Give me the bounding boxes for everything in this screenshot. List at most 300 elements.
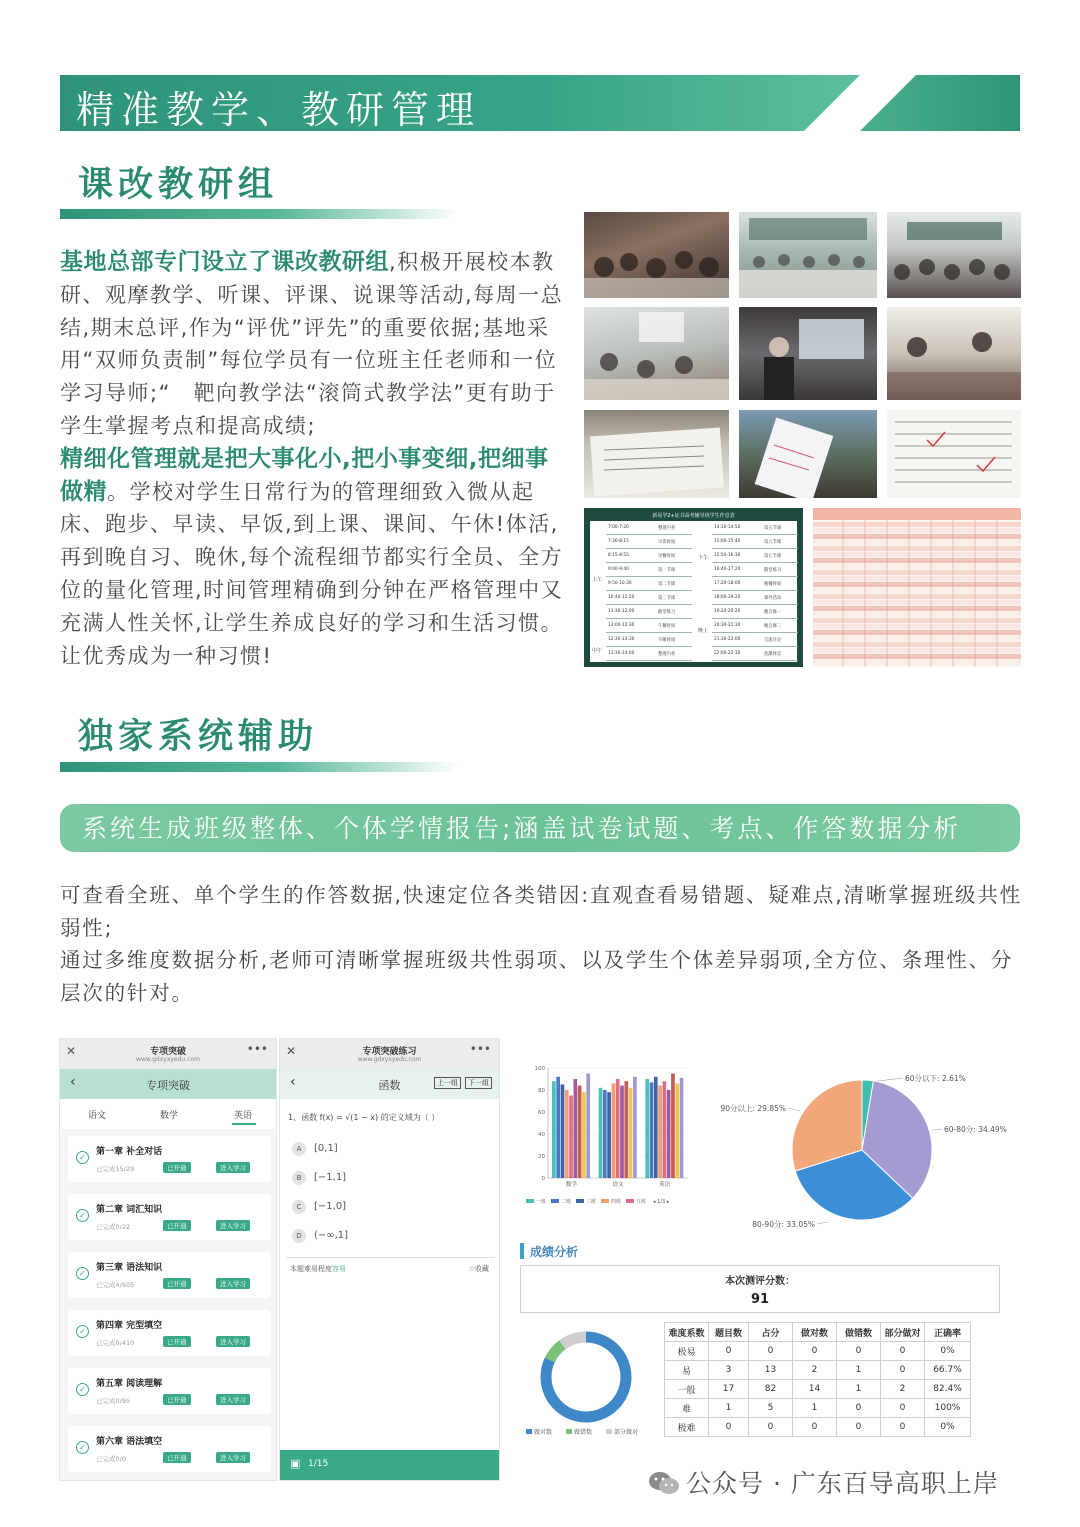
schedule-row-right [712,591,798,605]
schedule-activity: 整理内务 [658,652,676,657]
tab-chinese[interactable]: 语文 [88,1111,107,1121]
chapter-name: 第三章 语法知识 [96,1263,163,1273]
bar [671,1074,675,1179]
legend-label: 四班 [611,1199,622,1205]
bar [578,1086,582,1178]
answer-sheet-icon[interactable]: ▣ [290,1457,301,1470]
chapter-progress: 已完成0/22 [96,1223,131,1231]
sheet-row [813,618,1021,623]
table-header-cell: 正确率 [925,1323,971,1342]
legend-swatch [551,1199,559,1203]
table-cell: 0 [793,1418,837,1437]
option-text: [0,1] [314,1143,338,1154]
classroom-photo-1 [584,212,729,298]
sheet-row [813,522,1021,527]
bar [582,1092,586,1178]
score-label: 本次测评分数： [725,1276,795,1287]
opened-badge: 已开通 [163,1452,191,1463]
table-cell: 0 [709,1418,749,1437]
difficulty-table [664,1322,971,1437]
table-header-cell: 做错数 [837,1323,881,1342]
table-header-cell: 题目数 [709,1323,749,1342]
bar [565,1090,569,1178]
legend-label: 二班 [561,1199,572,1205]
pie-leader [788,1108,800,1111]
legend-swatch [601,1199,609,1203]
opened-badge: 已开通 [163,1336,191,1347]
answer-option[interactable] [292,1200,346,1214]
schedule-time: 20:30-21:30 [714,623,741,628]
schedule-activity: 第三节课 [658,596,676,601]
sheet-row [813,570,1021,575]
table-cell: 0% [925,1418,971,1437]
schedule-activity: 午睡时间 [658,638,676,643]
y-tick-label: 20 [538,1154,545,1160]
schedule-time: 9:50-10:30 [608,581,632,586]
opened-badge: 已开通 [163,1220,191,1231]
opened-badge: 已开通 [163,1162,191,1173]
option-key: D [292,1229,306,1243]
app-site: www.gdxyxyedu.com [136,1056,200,1063]
table-cell: 0 [881,1399,925,1418]
opened-badge: 已开通 [163,1394,191,1405]
legend-swatch [606,1429,612,1434]
schedule-row-right [712,647,798,661]
table-cell: 0 [749,1418,793,1437]
sheet-row [813,594,1021,599]
sheet-row [813,528,1021,533]
bar [561,1085,565,1179]
option-text: (−∞,1] [314,1230,349,1241]
bar [645,1079,649,1178]
enter-study-button[interactable]: 进入学习 [216,1162,250,1173]
table-row [665,1418,971,1437]
table-cell: 2 [793,1361,837,1380]
sheet-row [813,660,1021,665]
bar [569,1096,573,1179]
schedule-time: 17:20-18:00 [714,581,741,586]
sheet-row [813,564,1021,569]
sheet-row [813,558,1021,563]
option-key: B [292,1171,306,1185]
back-icon[interactable]: ‹ [290,1074,296,1090]
bar [603,1090,607,1178]
schedule-activity: 随堂练习 [658,610,676,615]
classroom-photo-2 [739,212,877,298]
schedule-activity: 第二节课 [658,582,676,587]
schedule-time: 8:15-8:55 [608,553,629,558]
schedule-row-right [712,521,798,535]
p2-text: 。学校对学生日常行为的管理细致入微从起床、跑步、早读、早饭,到上课、课间、午休!体活,再到晚自习、晚休,每个流程细节都实行全员、全方位的量化管理,时间管理精确到分钟在严格管理中又充满人性关怀,让学生养成良好的学习和生活习惯。让优秀成为一种习惯! [60,479,564,668]
section-title-jiaoyan: 课改教研组 [78,165,279,205]
bar [667,1090,671,1178]
sheet-row [813,540,1021,545]
analysis-title: 成绩分析 [530,1245,579,1259]
wechat-icon [648,1470,680,1496]
p2-highlight: 精细化管理就是把大事化小,把小事变细,把细事做精 [60,445,549,505]
chapter-progress: 已完成15/29 [96,1165,135,1173]
bottom-bar [280,1450,500,1480]
chapter-card[interactable] [68,1368,271,1414]
table-cell: 2 [881,1380,925,1399]
table-cell: 17 [709,1380,749,1399]
chapter-card[interactable] [68,1136,271,1182]
section-banner [60,75,1020,131]
schedule-row-right [712,535,798,549]
legend-label: 做错数 [574,1429,593,1436]
check-icon: ✓ [76,1151,89,1164]
legend-swatch [576,1199,584,1203]
bar-chart [518,1060,693,1220]
option-text: [−1,0] [314,1201,347,1212]
sheet-row [813,600,1021,605]
schedule-activity: 交流讨论 [764,638,782,643]
check-icon: ✓ [76,1267,89,1280]
enter-study-button[interactable]: 进入学习 [216,1336,250,1347]
sheet-row [813,648,1021,653]
schedule-row-left [606,563,692,577]
bar [607,1092,611,1178]
x-tick-label: 数学 [565,1182,577,1188]
pie-chart-svg [700,1064,1020,1244]
table-cell: 0 [837,1399,881,1418]
pie-label: 90分以上: 29.85% [720,1104,786,1113]
y-tick-label: 80 [538,1088,545,1094]
sheet-row [813,654,1021,659]
schedule-row-right [712,633,798,647]
period-noon: 中午 [592,648,603,654]
bar [658,1086,662,1178]
schedule-activity: 第六节课 [764,540,782,545]
prev-group-button[interactable]: 上一组 [434,1077,461,1089]
schedule-row-left [606,521,692,535]
feature-pill-text: 系统生成班级整体、个体学情报告;涵盖试卷试题、考点、作答数据分析 [82,814,962,843]
bar [620,1086,624,1178]
enter-study-button[interactable]: 进入学习 [216,1452,250,1463]
check-icon: ✓ [76,1441,89,1454]
table-cell: 0 [709,1342,749,1361]
chapter-card[interactable] [68,1310,271,1356]
chapter-progress: 已完成0/95 [96,1397,131,1405]
schedule-row-left [606,535,692,549]
schedule-activity: 晚自修一 [764,610,782,615]
sheet-row [813,588,1021,593]
schedule-activity: 晚餐时间 [764,582,782,587]
footer-text: 公众号 · 广东百导高职上岸 [686,1469,999,1498]
pie-leader [932,1129,942,1130]
check-icon: ✓ [76,1383,89,1396]
page-counter: 1/15 [308,1459,329,1469]
table-cell: 100% [925,1399,971,1418]
close-icon[interactable]: ✕ [66,1044,77,1058]
schedule-time: 7:30-8:15 [608,539,629,544]
period-morning: 上午 [592,577,603,583]
next-group-button[interactable]: 下一组 [465,1077,492,1089]
section-title-system: 独家系统辅助 [78,717,319,757]
legend-label: 三班 [586,1199,597,1205]
table-cell: 0 [837,1418,881,1437]
bar [552,1081,556,1178]
schedule-table [584,508,803,667]
schedule-time: 10:40-11:20 [608,595,635,600]
bar [586,1074,590,1179]
schedule-time: 15:50-16:30 [714,553,741,558]
schedule-time: 12:00-12:30 [608,623,635,628]
sheet-row [813,534,1021,539]
schedule-row-right [712,563,798,577]
x-tick-label: 语文 [612,1182,624,1188]
legend-label: 做对数 [534,1429,553,1436]
chapter-name: 第一章 补全对话 [96,1147,163,1157]
table-cell: 1 [837,1380,881,1399]
table-cell: 0% [925,1342,971,1361]
table-header-cell: 占分 [749,1323,793,1342]
tab-english[interactable]: 英语 [234,1111,253,1121]
option-text: [−1,1] [314,1172,347,1183]
table-cell: 0 [749,1342,793,1361]
y-tick-label: 100 [534,1066,545,1072]
schedule-row-left [606,605,692,619]
schedule-activity: 早餐时间 [658,554,676,559]
legend-swatch [566,1429,572,1434]
chapter-name: 第六章 语法填空 [96,1437,163,1447]
phone-practice [279,1038,500,1481]
bar [573,1079,577,1178]
chapter-progress: 已完成0/0 [96,1455,126,1463]
schedule-row-left [606,577,692,591]
schedule-activity: 晚自修二 [764,624,782,629]
app-title: 专项突破 [149,1047,186,1057]
table-cell: 1 [837,1361,881,1380]
tab-math[interactable]: 数学 [160,1111,179,1121]
schedule-row-right [712,577,798,591]
pie-label: 60-80分: 34.49% [944,1125,1007,1134]
table-cell: 5 [749,1399,793,1418]
schedule-activity: 第一节课 [658,568,676,573]
table-cell: 极易 [665,1342,709,1361]
legend-label: 一班 [536,1199,547,1205]
bar [599,1088,603,1178]
section2-p1: 可查看全班、单个学生的作答数据,快速定位各类错因:直观查看易错题、疑难点,清晰掌握班级共性弱性; [60,883,1022,940]
answer-option[interactable] [292,1229,348,1243]
more-icon[interactable]: ••• [246,1042,268,1056]
schedule-activity: 第七节课 [764,554,782,559]
schedule-row-right [712,605,798,619]
more-icon[interactable]: ••• [469,1042,491,1056]
schedule-time: 19:20-20:20 [714,609,741,614]
chapter-progress: 已完成0/410 [96,1339,135,1347]
table-row [665,1380,971,1399]
sheet-row [813,576,1021,581]
schedule-activity: 第五节课 [764,526,782,531]
table-cell: 82 [749,1380,793,1399]
back-icon[interactable]: ‹ [70,1074,76,1090]
table-cell: 难 [665,1399,709,1418]
classroom-photo-4 [584,307,729,400]
feature-pill [60,804,1020,852]
sheet-row [813,582,1021,587]
table-header-cell: 做对数 [793,1323,837,1342]
chapter-name: 第五章 阅读理解 [96,1379,163,1389]
schedule-time: 14:10-14:50 [714,525,741,530]
nav-title: 函数 [378,1079,401,1092]
close-icon[interactable]: ✕ [286,1044,297,1058]
table-cell: 一般 [665,1380,709,1399]
chapter-card[interactable] [68,1194,271,1240]
table-header-cell: 难度系数 [665,1323,709,1342]
schedule-row-right [712,619,798,633]
bar [654,1077,658,1178]
y-tick-label: 60 [538,1110,545,1116]
section2-p2: 通过多维度数据分析,老师可清晰掌握班级共性弱项、以及学生个体差异弱项,全方位、条理性、分层次的针对。 [60,948,1014,1005]
phone-special-topics [59,1038,277,1481]
classroom-photo-6 [887,307,1021,400]
table-cell: 3 [709,1361,749,1380]
schedule-time: 22:00-22:30 [714,651,741,656]
exam-paper-photo-3 [887,410,1021,498]
enter-study-button[interactable]: 进入学习 [216,1278,250,1289]
classroom-photo-3 [887,212,1021,298]
schedule-activity: 课外活动 [764,596,782,601]
check-icon: ✓ [76,1325,89,1338]
schedule-time: 12:30-13:30 [608,637,635,642]
table-cell: 0 [881,1342,925,1361]
schedule-row-left [606,549,692,563]
schedule-activity: 午餐时间 [658,624,676,629]
enter-study-button[interactable]: 进入学习 [216,1394,250,1405]
spreadsheet-photo [813,508,1021,667]
legend-swatch [526,1429,532,1434]
period-evening: 晚上 [698,628,709,634]
bar [624,1081,628,1178]
donut-slice [562,1337,586,1345]
sheet-row [813,642,1021,647]
bar [629,1088,633,1178]
schedule-time: 18:00-19:20 [714,595,741,600]
legend-pager: ◂ 1/3 ▸ [653,1199,670,1205]
collect-button[interactable]: ☆收藏 [468,1265,489,1273]
bar [616,1079,620,1178]
section-underline-2 [60,762,460,772]
pie-leader [817,1222,828,1224]
bar [675,1083,679,1178]
footer [648,1464,999,1500]
chapter-card[interactable] [68,1252,271,1298]
classroom-photo-5 [739,307,877,400]
chapter-name: 第二章 词汇知识 [96,1205,163,1215]
p1-text: ,积极开展校本教研、观摩教学、听课、评课、说课等活动,每周一总结,期末总评,作为“评优”评先”的重要依据;基地采用“双师负责制”每位学员有一位班主任老师和一位学习导师;“ 靶向教学法“滚筒式教学法”更有助于学生掌握考点和提高成绩; [60,250,564,438]
sheet-row [813,612,1021,617]
schedule-row-left [606,591,692,605]
table-cell: 极难 [665,1418,709,1437]
section1-paragraph [60,246,566,672]
exam-paper-photo-1 [584,410,729,498]
donut-slice [550,1345,563,1360]
table-header-row [665,1323,971,1342]
schedule-title: 新易学2+证书高考辅导班学生作息表 [652,513,735,519]
pie-chart [700,1064,1020,1244]
table-cell: 0 [881,1361,925,1380]
sheet-row [813,552,1021,557]
table-row [665,1399,971,1418]
table-cell: 0 [793,1342,837,1361]
period-afternoon: 下午 [698,555,709,561]
schedule-time: 13:30-14:00 [608,651,635,656]
sheet-row [813,630,1021,635]
tab-active-indicator [232,1123,256,1125]
donut-chart-svg [520,1322,660,1442]
chapter-name: 第四章 完型填空 [96,1321,163,1331]
opened-badge: 已开通 [163,1278,191,1289]
bar [612,1083,616,1178]
bar [680,1078,684,1178]
chapter-progress: 已完成4/605 [96,1281,135,1289]
chapter-card[interactable] [68,1426,271,1472]
exam-paper-photo-2 [739,410,877,498]
table-cell: 0 [837,1342,881,1361]
schedule-time: 9:00-9:40 [608,567,629,572]
table-header-cell: 部分做对 [881,1323,925,1342]
table-cell: 1 [709,1399,749,1418]
check-icon: ✓ [76,1209,89,1222]
schedule-time: 11:30-12:00 [608,609,635,614]
schedule-time: 15:00-15:40 [714,539,741,544]
schedule-time: 21:30-22:00 [714,637,741,642]
enter-study-button[interactable]: 进入学习 [216,1220,250,1231]
bar-chart-svg [518,1060,693,1220]
donut-chart [520,1322,660,1442]
table-cell: 66.7% [925,1361,971,1380]
sheet-row [813,624,1021,629]
option-key: C [292,1200,306,1214]
app-site: www.gdxyxyedu.com [357,1056,422,1063]
difficulty-label: 本题难易程度 [290,1265,332,1273]
table-cell: 82.4% [925,1380,971,1399]
difficulty-row [290,1264,346,1274]
answer-option[interactable] [292,1142,338,1156]
table-cell: 1 [793,1399,837,1418]
score-value: 91 [750,1292,770,1307]
schedule-time: 7:00-7:20 [608,525,629,530]
table-cell: 14 [793,1380,837,1399]
answer-option[interactable] [292,1171,346,1185]
legend-label: 五班 [636,1199,647,1205]
table-row [665,1342,971,1361]
banner-title: 精准教学、教研管理 [76,88,482,132]
sheet-row [813,636,1021,641]
y-tick-label: 0 [541,1176,545,1182]
difficulty-value: 容易 [332,1265,346,1273]
pie-label: 80-90分: 33.05% [752,1220,815,1229]
schedule-row-right [712,549,798,563]
bar [633,1077,637,1178]
table-row [665,1361,971,1380]
schedule-row-left [606,619,692,633]
sheet-row [813,546,1021,551]
schedule-row-left [606,633,692,647]
y-tick-label: 40 [538,1132,545,1138]
legend-label: 部分做对 [614,1429,639,1436]
table-cell: 易 [665,1361,709,1380]
bar [650,1082,654,1178]
option-key: A [292,1142,306,1156]
x-tick-label: 英语 [659,1182,671,1188]
schedule-activity: 整理内务 [658,526,676,531]
pie-label: 60分以下: 2.61% [905,1074,966,1083]
section2-paragraph [60,879,1022,1009]
p1-highlight: 基地总部专门设立了课改教研组 [60,249,389,275]
section-underline [60,209,460,219]
